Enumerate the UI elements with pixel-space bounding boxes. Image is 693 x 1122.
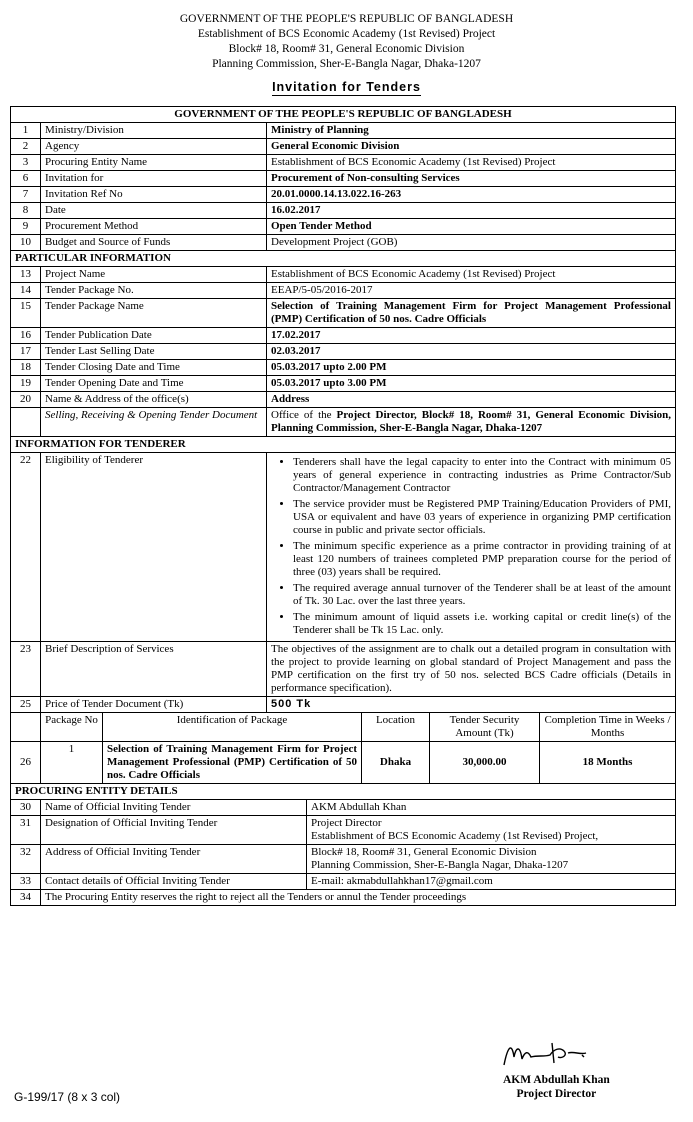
eligibility-item: • The minimum specific experience as a prime contractor in providing training of at least 120 numbers of trainees completed PMP preparation course for the period of three (03) years shall be required. [293,540,671,579]
row-value: Open Tender Method [267,219,676,235]
section-information-for-tenderer: INFORMATION FOR TENDERER [11,437,676,453]
row-number: 10 [11,235,41,251]
table-row [11,874,676,890]
row-number: 6 [11,171,41,187]
table-row [11,219,676,235]
services-label: Brief Description of Services [41,642,267,697]
table-row-price: 25 Price of Tender Document (Tk) 500 Tk [11,697,676,713]
identification-header: Identification of Package [103,713,362,742]
table-row [11,139,676,155]
eligibility-item: • Tenderers shall have the legal capacity to enter into the Contract with minimum 05 years of general experience in contracting industries as Prime Contractor/Sub Contractor/Management Contractor [293,456,671,495]
price-value: 500 Tk [267,697,676,713]
row-number: 30 [11,800,41,816]
table-row [11,845,676,874]
row-number: 17 [11,344,41,360]
row-number: 14 [11,283,41,299]
header-line-3: Block# 18, Room# 31, General Economic Division [228,43,465,55]
table-row [11,203,676,219]
row-value: EEAP/5-05/2016-2017 [267,283,676,299]
selling-value: Office of the Project Director, Block# 18, Room# 31, General Economic Division, Planning Commission, Sher-E-Bangla Nagar, Dhaka-1207 [267,408,676,437]
row-number: 1 [11,123,41,139]
price-label: Price of Tender Document (Tk) [41,697,267,713]
row-number: 15 [11,299,41,328]
row-label: Name & Address of the office(s) [41,392,267,408]
table-row-services: 23 Brief Description of Services The objectives of the assignment are to chalk out a detailed program in consultation with the project to provide learning on global standard of Project Management and pass the PMP certification on the first try of 50 nos. selected BCS Cadre officials (Details in performance specification). [11,642,676,697]
row-value: 05.03.2017 upto 2.00 PM [267,360,676,376]
table-row [11,344,676,360]
row-value: Block# 18, Room# 31, General Economic Division Planning Commission, Sher-E-Bangla Nagar, Dhaka-1207 [307,845,676,874]
package-identification: Selection of Training Management Firm for Project Management Professional (PMP) Certification of 50 nos. Cadre Officials [103,742,362,784]
notice-title: Invitation for Tenders [272,80,421,94]
row-label: Designation of Official Inviting Tender [41,816,307,845]
completion-header: Completion Time in Weeks / Months [540,713,676,742]
row-number: 2 [11,139,41,155]
table-row [11,376,676,392]
row-value: 17.02.2017 [267,328,676,344]
row-label: Contact details of Official Inviting Tender [41,874,307,890]
table-row [11,155,676,171]
package-no-header: Package No [41,713,103,742]
header-line-2: Establishment of BCS Economic Academy (1st Revised) Project [197,28,496,40]
security-header: Tender Security Amount (Tk) [430,713,540,742]
table-row-selling [11,408,676,437]
row-value: Procurement of Non-consulting Services [267,171,676,187]
row-number: 32 [11,845,41,874]
row-value: Ministry of Planning [267,123,676,139]
row-value: Establishment of BCS Economic Academy (1st Revised) Project [267,267,676,283]
table-row [11,283,676,299]
row-label: Name of Official Inviting Tender [41,800,307,816]
row-value: 20.01.0000.14.13.022.16-263 [267,187,676,203]
eligibility-item: • The required average annual turnover of the Tenderer shall be at least of the amount of Tk. 30 Lac. over the last three years. [293,582,671,608]
row-value: General Economic Division [267,139,676,155]
row-value: E-mail: akmabdullahkhan17@gmail.com [307,874,676,890]
selling-label: Selling, Receiving & Opening Tender Document [41,408,267,437]
row-label: Invitation for [41,171,267,187]
row-label: Invitation Ref No [41,187,267,203]
table-row [11,816,676,845]
row-number: 19 [11,376,41,392]
eligibility-label: Eligibility of Tenderer [41,453,267,642]
row-label: Procuring Entity Name [41,155,267,171]
row-number: 18 [11,360,41,376]
row-label: Address of Official Inviting Tender [41,845,307,874]
row-number: 3 [11,155,41,171]
row-number: 20 [11,392,41,408]
section-procuring-entity: PROCURING ENTITY DETAILS [11,784,676,800]
row-number: 16 [11,328,41,344]
tender-table [10,106,676,906]
row-label: Tender Opening Date and Time [41,376,267,392]
signatory-title: Project Director [516,1088,597,1100]
row-value: 02.03.2017 [267,344,676,360]
table-row [11,235,676,251]
row-value: AKM Abdullah Khan [307,800,676,816]
table-row-eligibility: 22 Eligibility of Tenderer • Tenderers shall have the legal capacity to enter into the Contract with minimum 05 years of general experience in contracting industries as Prime Contractor/Sub Contractor/Management Contractor • The service provider must be Registered PMP Training/Education Providers of PMI, USA or equivalent and have 03 years of experience in organizing PMP certification course in public and private sector officials. • The minimum specific experience as a prime contractor in providing training of at least 120 numbers of trainees completed PMP preparation course for the period of three (03) years shall be required. • The required average annual turnover of the Tenderer shall be at least of the amount of Tk. 30 Lac. over the last three years. • The minimum amount of liquid assets i.e. working capital or credit line(s) of the Tenderer shall be Tk 15 Lac. only. [11,453,676,642]
row-label: Tender Package No. [41,283,267,299]
eligibility-item: • The minimum amount of liquid assets i.e. working capital or credit line(s) of the Tenderer shall be Tk 15 Lac. only. [293,611,671,637]
row-number: 13 [11,267,41,283]
package-security: 30,000.00 [430,742,540,784]
publication-code: G-199/17 (8 x 3 col) [14,1090,121,1104]
package-header-row [11,713,676,742]
row-value: Development Project (GOB) [267,235,676,251]
row-value: Selection of Training Management Firm for Project Management Professional (PMP) Certification of 50 nos. Cadre Officials [267,299,676,328]
table-row-34: 34 The Procuring Entity reserves the right to reject all the Tenders or annul the Tender proceedings [11,890,676,906]
table-row [11,123,676,139]
table-title: GOVERNMENT OF THE PEOPLE'S REPUBLIC OF BANGLADESH [11,107,676,123]
header-line-1: GOVERNMENT OF THE PEOPLE'S REPUBLIC OF BANGLADESH [179,13,514,25]
row-number: 9 [11,219,41,235]
row-label: Tender Publication Date [41,328,267,344]
row-label: Tender Last Selling Date [41,344,267,360]
eligibility-list [267,453,676,642]
package-completion: 18 Months [540,742,676,784]
table-row [11,187,676,203]
table-row [11,267,676,283]
table-row [11,171,676,187]
package-no: 1 [41,742,103,784]
row-label: Agency [41,139,267,155]
row-label: Date [41,203,267,219]
row-number: 33 [11,874,41,890]
table-row [11,299,676,328]
signatory-name: AKM Abdullah Khan [503,1074,610,1086]
section-particular-information: PARTICULAR INFORMATION [11,251,676,267]
row-label: Project Name [41,267,267,283]
row-value: Address [267,392,676,408]
row-value: 16.02.2017 [267,203,676,219]
rights-statement: The Procuring Entity reserves the right to reject all the Tenders or annul the Tender proceedings [41,890,676,906]
services-value: The objectives of the assignment are to chalk out a detailed program in consultation with the project to provide learning on global standard of Project Management and pass the PMP certification on the first try of 50 nos. selected BCS Cadre officials (Details in performance specification). [267,642,676,697]
table-row [11,360,676,376]
row-number: 31 [11,816,41,845]
notice-header [0,0,693,72]
row-number: 7 [11,187,41,203]
row-value: 05.03.2017 upto 3.00 PM [267,376,676,392]
row-label: Ministry/Division [41,123,267,139]
row-label: Tender Closing Date and Time [41,360,267,376]
table-row [11,800,676,816]
package-row: 26 1 Selection of Training Management Firm for Project Management Professional (PMP) Certification of 50 nos. Cadre Officials Dhaka 30,000.00 18 Months [11,742,676,784]
row-label: Procurement Method [41,219,267,235]
signature [498,1035,638,1069]
row-label: Tender Package Name [41,299,267,328]
row-number: 8 [11,203,41,219]
header-line-4: Planning Commission, Sher-E-Bangla Nagar, Dhaka-1207 [212,58,481,70]
signatory-block [503,1073,610,1101]
table-row [11,328,676,344]
package-location: Dhaka [362,742,430,784]
row-value: Project Director Establishment of BCS Economic Academy (1st Revised) Project, [307,816,676,845]
eligibility-item: • The service provider must be Registered PMP Training/Education Providers of PMI, USA or equivalent and have 03 years of experience in organizing PMP certification course in public and private sector officials. [293,498,671,537]
row-value: Establishment of BCS Economic Academy (1st Revised) Project [267,155,676,171]
location-header: Location [362,713,430,742]
row-label: Budget and Source of Funds [41,235,267,251]
table-row [11,392,676,408]
